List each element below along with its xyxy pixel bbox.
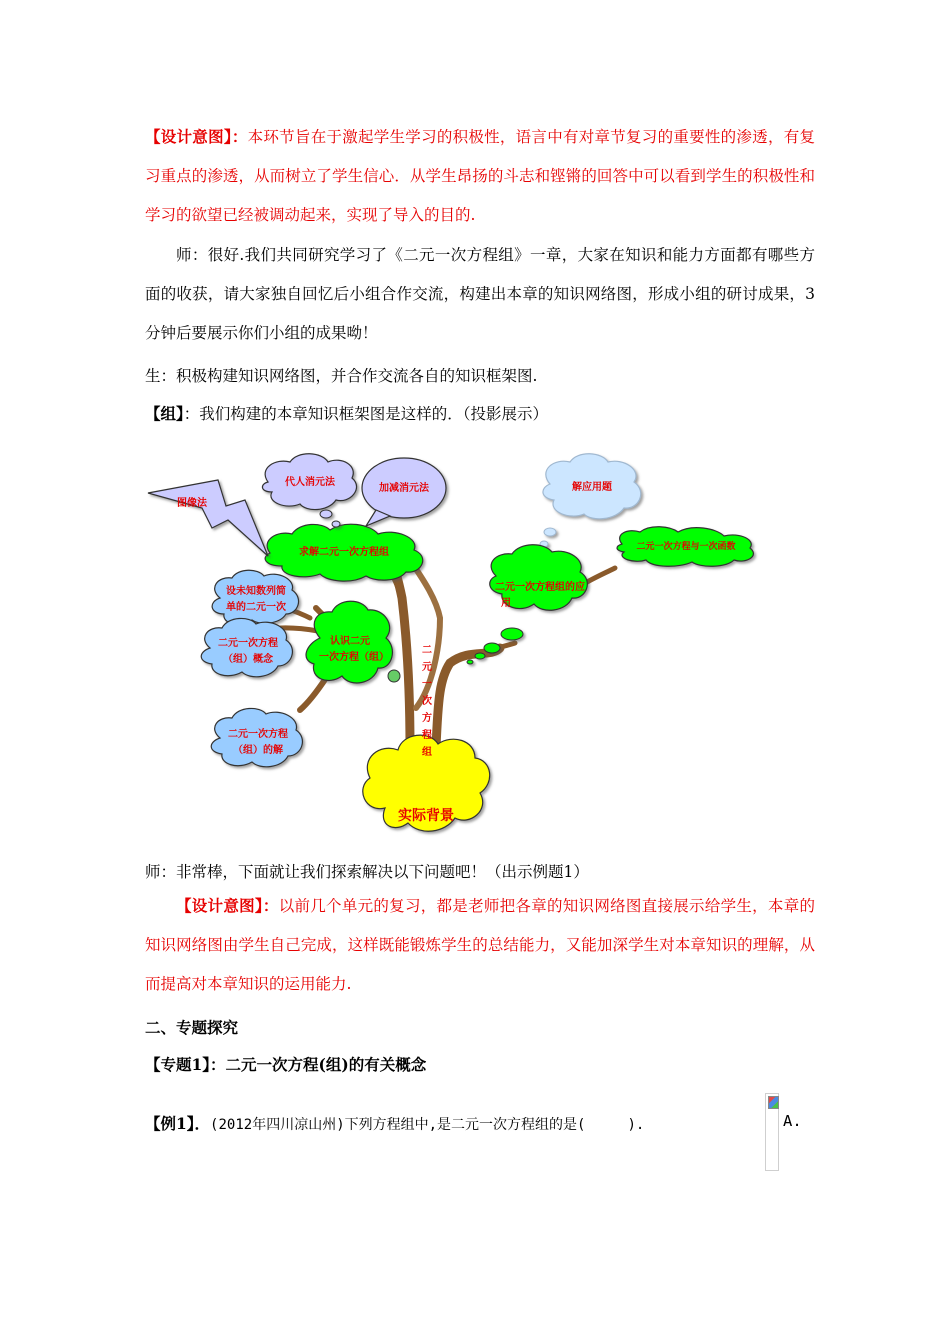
node-gainian-1: 二元一次方程 — [218, 638, 278, 649]
example-line — [145, 1112, 644, 1134]
svg-text:次: 次 — [422, 696, 432, 707]
node-qiujie: 求解二元一次方程组 — [299, 547, 389, 558]
student-line: 生：积极构建知识网络图，并合作交流各自的知识框架图. — [145, 367, 538, 385]
design-intent-text: 本环节旨在于激起学生学习的积极性，语言中有对章节复习的重要性的渗透，有复习重点的渗透，从而树立了学生信心．从学生昂扬的斗志和铿锵的回答中可以看到学生的积极性和学习的欲望已经被调动起来，实现了导入的目的. — [145, 128, 815, 224]
node-shiji-beijing: 实际背景 — [398, 808, 454, 824]
node-hanshu: 二元一次方程与一次函数 — [636, 542, 736, 552]
example-text: (2012年四川凉山州)下列方程组中,是二元一次方程组的是( ). — [210, 1117, 645, 1133]
design-intent-paragraph-1 — [145, 117, 815, 235]
node-jie-1: 二元一次方程 — [228, 729, 288, 740]
topic-heading: 【专题1】：二元一次方程(组)的有关概念 — [145, 1055, 427, 1074]
node-yingyong-1: 二元一次方程组的应 — [495, 582, 585, 593]
knowledge-network-diagram — [140, 448, 780, 848]
svg-text:元: 元 — [422, 662, 432, 673]
node-tuxiang: 图像法 — [177, 498, 207, 509]
node-renshi-2: 一次方程（组） — [319, 652, 389, 663]
node-renshi-1: 认识二元 — [330, 636, 370, 647]
group-text: ：我们构建的本章知识框架图是这样的．（投影展示） — [183, 405, 549, 423]
design-intent-text-2: 以前几个单元的复习，都是老师把各章的知识网络图直接展示给学生，本章的知识网络图由学生自己完成，这样既能锻炼学生的总结能力，又能加深学生对本章知识的理解，从而提高对本章知识的运用能力. — [145, 897, 815, 993]
node-jie-2: （组）的解 — [233, 745, 283, 756]
svg-text:程: 程 — [422, 730, 432, 741]
svg-text:一: 一 — [422, 679, 432, 690]
node-yingyong-2: 用 — [501, 598, 511, 609]
node-sheweizhi-1: 设未知数列简 — [226, 586, 286, 597]
node-jiajian: 加减消元法 — [379, 483, 429, 494]
group-line — [145, 402, 548, 424]
design-intent-label: 【设计意图】： — [145, 127, 248, 146]
design-intent-paragraph-2 — [145, 886, 815, 1004]
teacher-line-2: 师：非常棒，下面就让我们探索解决以下问题吧！（出示例题1） — [145, 863, 589, 881]
trunk-label — [422, 644, 432, 758]
design-intent-label-2: 【设计意图】： — [176, 896, 279, 915]
node-sheweizhi-2: 单的二元一次 — [226, 602, 286, 613]
option-a-label: A. — [783, 1112, 802, 1130]
broken-image-icon — [768, 1096, 779, 1109]
node-daixiao: 代人消元法 — [285, 477, 335, 488]
node-gainian-2: （组）概念 — [223, 654, 273, 665]
group-label: 【组】 — [145, 404, 184, 423]
broken-image-placeholder — [765, 1093, 779, 1171]
lightning-tuxiang — [148, 480, 268, 556]
cloud-daixiao — [262, 454, 356, 527]
branch-knot-icon — [388, 670, 400, 682]
svg-text:二: 二 — [422, 645, 432, 656]
section-heading: 二、专题探究 — [145, 1018, 239, 1037]
teacher-paragraph: 师：很好.我们共同研究学习了《二元一次方程组》一章，大家在知识和能力方面都有哪些方面的收获，请大家独自回忆后小组合作交流，构建出本章的知识网络图，形成小组的研讨成果，3分钟后要展示你们小组的成果呦！ — [145, 246, 815, 342]
cloud-sheweizhi — [212, 570, 298, 624]
svg-text:方: 方 — [422, 713, 432, 724]
cloud-yingyong — [467, 545, 587, 664]
node-jieyingyong: 解应用题 — [572, 482, 612, 493]
svg-text:组: 组 — [422, 747, 432, 758]
example-label: 【例1】． — [145, 1114, 211, 1133]
